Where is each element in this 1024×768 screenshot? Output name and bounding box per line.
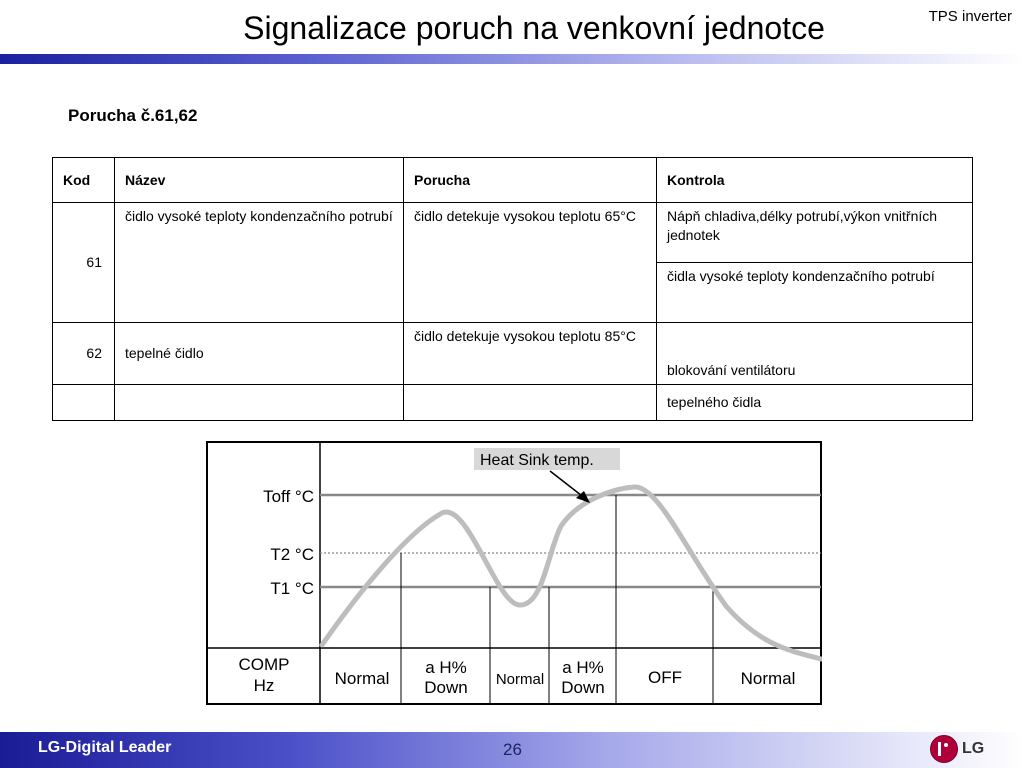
state-label: Normal — [495, 671, 545, 688]
section-title: Porucha č.61,62 — [68, 106, 198, 125]
cell-empty — [404, 385, 657, 421]
cell-fault: čidlo detekuje vysokou teplotu 65°C — [404, 203, 657, 323]
page-title: Signalizace poruch na venkovní jednotce — [243, 10, 825, 46]
column-header-code: Kod — [53, 158, 115, 203]
lg-logo-icon — [930, 735, 958, 763]
level-label-toff: Toff °C — [263, 487, 314, 506]
row-label-hz: Hz — [253, 676, 275, 695]
state-label: a H% — [562, 658, 604, 677]
level-label-t2: T2 °C — [270, 545, 314, 564]
page-number: 26 — [503, 740, 522, 759]
callout-label: Heat Sink temp. — [480, 452, 594, 469]
cell-check: čidla vysoké teploty kondenzačního potrubí — [657, 263, 973, 323]
state-label: OFF — [648, 668, 682, 687]
state-label: Down — [561, 678, 605, 697]
header-gradient-bar — [0, 54, 1024, 64]
cell-name: tepelné čidlo — [115, 323, 404, 385]
column-header-fault: Porucha — [404, 158, 657, 203]
header-tag: TPS inverter — [928, 8, 1012, 25]
cell-code: 61 — [53, 203, 115, 323]
state-label: Normal — [740, 669, 796, 688]
column-header-check: Kontrola — [657, 158, 973, 203]
state-label: Normal — [334, 669, 390, 688]
table-row — [53, 323, 973, 385]
cell-check: tepelného čidla — [657, 385, 973, 421]
cell-code: 62 — [53, 323, 115, 385]
cell-check: Nápň chladiva,délky potrubí,výkon vnitřních jednotek — [657, 203, 973, 263]
diagram-canvas — [206, 441, 822, 705]
table-row — [53, 203, 973, 263]
cell-empty — [115, 385, 404, 421]
column-header-name: Název — [115, 158, 404, 203]
level-label-t1: T1 °C — [270, 579, 314, 598]
heat-sink-diagram — [206, 441, 822, 705]
cell-fault: čidlo detekuje vysokou teplotu 85°C — [404, 323, 657, 385]
table-row — [53, 385, 973, 421]
cell-check: blokování ventilátoru — [657, 323, 973, 385]
cell-name: čidlo vysoké teploty kondenzačního potrubí — [115, 203, 404, 323]
row-label-comp: COMP — [238, 655, 290, 674]
cell-empty — [53, 385, 115, 421]
lg-logo-text: LG — [962, 740, 985, 757]
state-label: Down — [424, 678, 468, 697]
state-label: a H% — [425, 658, 467, 677]
fault-table — [52, 157, 973, 421]
table-header-row — [53, 158, 973, 203]
diagram-frame — [207, 442, 821, 704]
footer-brand-text: LG-Digital Leader — [38, 739, 172, 756]
